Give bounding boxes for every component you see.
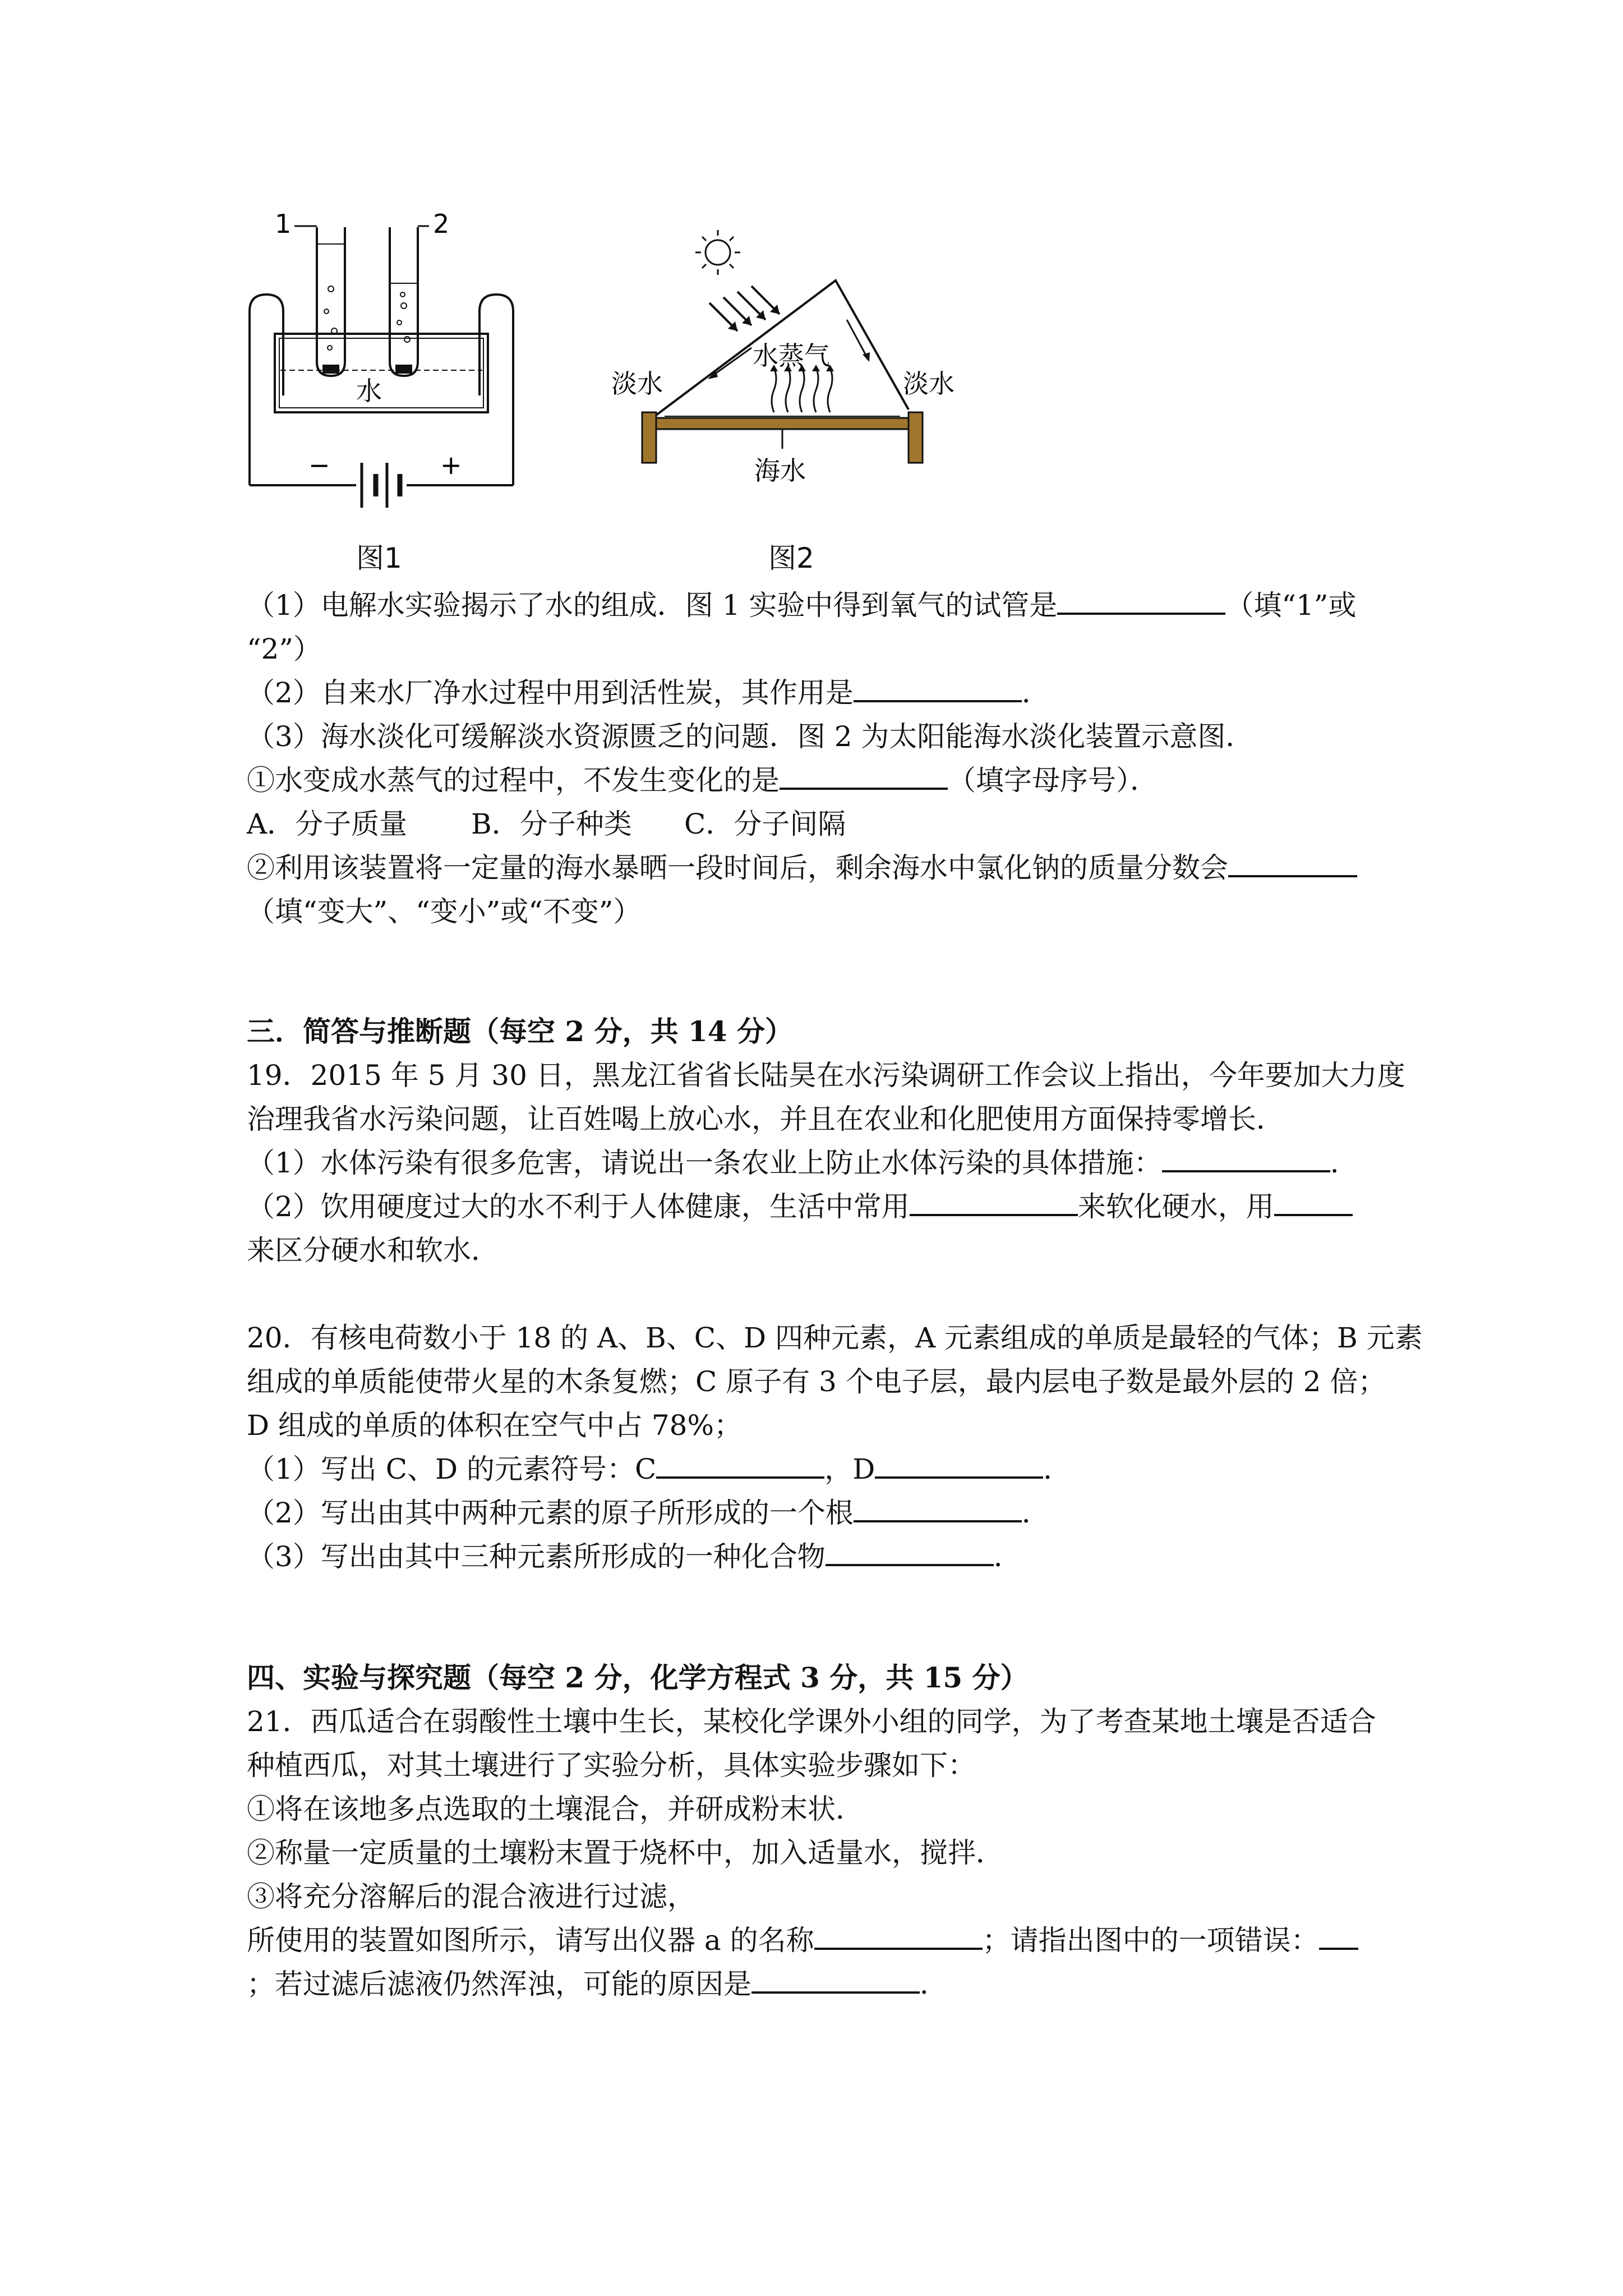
answer-blank[interactable] — [826, 1537, 994, 1566]
water-label: 水 — [356, 376, 382, 406]
q20-stem-line2: 组成的单质能使带火星的木条复燃；C 原子有 3 个电子层，最内层电子数是最外层的 2 倍； — [247, 1365, 1386, 1398]
sun-icon — [695, 230, 740, 275]
figure-solar-desalination — [611, 224, 959, 488]
answer-blank[interactable] — [780, 761, 948, 790]
answer-blank[interactable] — [1319, 1921, 1358, 1950]
figure2-caption: 图2 — [768, 542, 814, 574]
answer-blank[interactable] — [656, 1450, 824, 1479]
q21-step3: ③将充分溶解后的混合液进行过滤， — [247, 1880, 695, 1913]
q18-part3: （3）海水淡化可缓解淡水资源匮乏的问题．图 2 为太阳能海水淡化装置示意图． — [247, 720, 1254, 753]
q19-part2: （2）饮用硬度过大的水不利于人体健康，生活中常用 来软化硬水，用 — [247, 1185, 1391, 1228]
fresh-water-left-label: 淡水 — [611, 369, 663, 399]
q21-step2: ②称量一定质量的土壤粉末置于烧杯中，加入适量水，搅拌． — [247, 1837, 1004, 1869]
solar-desalination-diagram — [611, 224, 959, 488]
q20-part3: （3）写出由其中三种元素所形成的一种化合物 ． — [247, 1535, 1391, 1579]
option-c: C．分子间隔 — [684, 808, 846, 840]
figure-electrolysis — [241, 210, 522, 513]
answer-blank[interactable] — [875, 1450, 1043, 1479]
water-vapor-label: 水蒸气 — [753, 341, 830, 371]
electrolysis-apparatus-diagram — [241, 210, 522, 513]
tube1-label: 1 — [275, 210, 292, 239]
fresh-water-right-label: 淡水 — [903, 369, 955, 399]
figure1-caption: 图1 — [356, 542, 402, 574]
q18-options — [247, 802, 1391, 846]
minus-sign: − — [308, 450, 330, 480]
answer-blank[interactable] — [910, 1187, 1078, 1216]
q20-part2: （2）写出由其中两种元素的原子所形成的一个根 ． — [247, 1491, 1391, 1535]
option-b: B．分子种类 — [471, 808, 632, 840]
q18-part2: （2）自来水厂净水过程中用到活性炭，其作用是 ． — [247, 671, 1391, 715]
q20-stem-line3: D 组成的单质的体积在空气中占 78%； — [247, 1409, 743, 1442]
q21-line7: ；若过滤后滤液仍然浑浊，可能的原因是 ． — [247, 1962, 1391, 2006]
section3-heading: 三．简答与推断题（每空 2 分，共 14 分） — [247, 1015, 793, 1048]
q18-part1-cont: “2”） — [247, 633, 321, 665]
answer-blank[interactable] — [814, 1921, 983, 1950]
answer-blank[interactable] — [1274, 1187, 1353, 1216]
q21-step1: ①将在该地多点选取的土壤混合，并研成粉末状． — [247, 1793, 864, 1825]
q19-part2-cont: 来区分硬水和软水． — [247, 1234, 499, 1267]
seawater-label: 海水 — [754, 455, 806, 486]
answer-blank[interactable] — [854, 673, 1022, 702]
q18-part3-sub2-cont: （填“变大”、“变小”或“不变”） — [247, 895, 642, 928]
q18-part1: （1）电解水实验揭示了水的组成．图 1 实验中得到氧气的试管是 （填“1”或 — [247, 583, 1391, 627]
q21-stem-line1: 21．西瓜适合在弱酸性土壤中生长，某校化学课外小组的同学，为了考查某地土壤是否适合 — [247, 1705, 1376, 1738]
q19-stem-line1: 19．2015 年 5 月 30 日，黑龙江省省长陆昊在水污染调研工作会议上指出，今年要加大力度 — [247, 1059, 1405, 1092]
q20-part1: （1）写出 C、D 的元素符号：C ，D ． — [247, 1447, 1391, 1491]
q19-stem-line2: 治理我省水污染问题，让百姓喝上放心水，并且在农业和化肥使用方面保持零增长． — [247, 1103, 1284, 1135]
q18-part3-sub2: ②利用该装置将一定量的海水暴晒一段时间后，剩余海水中氯化钠的质量分数会 — [247, 846, 1391, 890]
q18-part3-sub1: ①水变成水蒸气的过程中，不发生变化的是 （填字母序号）． — [247, 758, 1391, 802]
q19-part1: （1）水体污染有很多危害，请说出一条农业上防止水体污染的具体措施： ． — [247, 1141, 1391, 1185]
q21-stem-line2: 种植西瓜，对其土壤进行了实验分析，具体实验步骤如下： — [247, 1749, 976, 1782]
option-a: A．分子质量 — [247, 808, 408, 840]
answer-blank[interactable] — [1228, 848, 1357, 877]
answer-blank[interactable] — [1162, 1143, 1330, 1172]
section4-heading: 四、实验与探究题（每空 2 分，化学方程式 3 分，共 15 分） — [247, 1661, 1029, 1694]
tube2-label: 2 — [433, 210, 450, 239]
q21-line6: 所使用的装置如图所示，请写出仪器 a 的名称 ；请指出图中的一项错误： — [247, 1918, 1391, 1962]
answer-blank[interactable] — [751, 1964, 920, 1994]
answer-blank[interactable] — [854, 1493, 1022, 1522]
plus-sign: + — [440, 450, 462, 480]
q20-stem-line1: 20．有核电荷数小于 18 的 A、B、C、D 四种元素，A 元素组成的单质是最轻的气体；B 元素 — [247, 1322, 1423, 1354]
answer-blank[interactable] — [1057, 586, 1225, 615]
